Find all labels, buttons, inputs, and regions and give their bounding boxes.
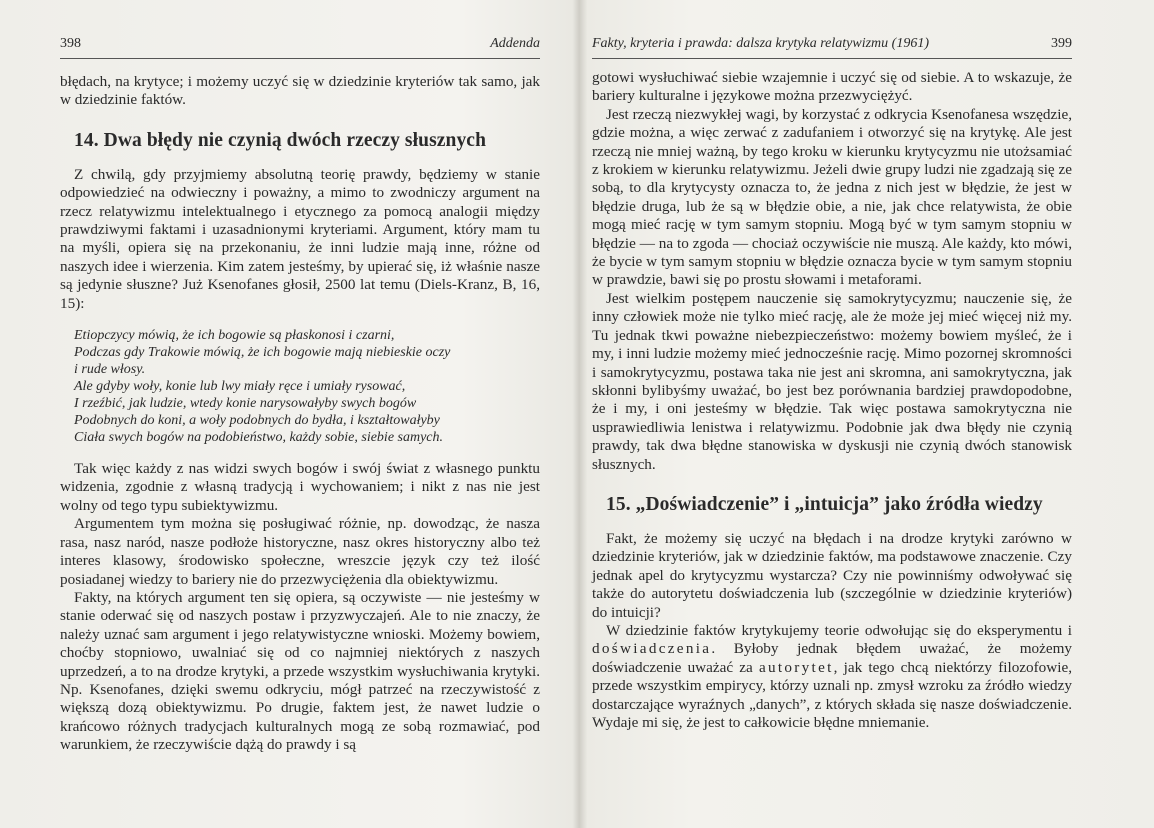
paragraph: Jest wielkim postępem nauczenie się samokrytycyzmu; nauczenie się, że inny człowiek może nie tylko mieć rację, ale że może jej mieć więcej niż my. Tu jednak tkwi poważne niebezpieczeństwo: możemy bowiem myśleć, że i my, i inni ludzie możemy mieć jednocześnie rację. Mimo pozornej skromności i samokrytycyzmu, postawa taka nie jest ani skromna, ani samokrytyczna, jak skłonni bylibyśmy uważać, bo jest bez porównania bardziej prawdopodobne, że i my, i oni jesteśmy w błędzie. Tak więc postawa samokrytyczna nie usprawiedliwia lenistwa i relatywizmu. Podobnie jak dwa błędy nie czynią prawdy, tak dwa błędne stanowiska w dyskusji nie czynią dwóch stanowisk słusznych. bbox=[592, 289, 1072, 473]
section-heading: 15. „Doświadczenie” i „intuicja” jako źródła wiedzy bbox=[606, 493, 1043, 515]
verse-line: Etiopczycy mówią, że ich bogowie są płaskonosi i czarni, bbox=[74, 328, 395, 344]
page-number: 398 bbox=[60, 36, 81, 51]
paragraph: Tak więc każdy z nas widzi swych bogów i swój świat z własnego punktu widzenia, zgodnie z własną tradycją i wychowaniem; i nikt z nas nie jest wolny od tego typu subiektywizmu. bbox=[60, 460, 540, 514]
verse-line: Ciała swych bogów na podobieństwo, każdy sobie, siebie samych. bbox=[74, 430, 444, 446]
verse-line: i rude włosy. bbox=[74, 362, 146, 378]
spaced-emphasis: autorytet bbox=[758, 658, 834, 676]
paragraph: Jest rzeczą niezwykłej wagi, by korzystać z odkrycia Ksenofanesa wszędzie, gdzie można, a więc zerwać z zadufaniem i otworzyć się na krytykę. Ale jest rzeczą nie mniej ważną, by tego kroku w kierunku krytycyzmu nie utożsamiać z krokiem w kierunku relatywizmu. Jeżeli dwie grupy ludzi nie zgadzają się ze sobą, to dla krytycysty oznacza to, że jedna z nich jest w błędzie, że jest w błędzie druga, lub że są w błędzie obie, a nie, jak chce relatywista, że obie mogą mieć rację w tym samym stopniu. Mogą być w tym samym stopniu w błędzie — na to zgoda — chociaż oczywiście nie muszą. Ale każdy, kto mówi, że bycie w tym samym stopniu w błędzie oznacza bycie w tym samym stopniu w prawdzie, bawi się po prostu słowami i metaforami. bbox=[592, 105, 1072, 289]
text-run: W dziedzinie faktów krytykujemy teorie odwołując się do eksperymentu i bbox=[606, 621, 1072, 639]
paragraph: Fakty, na których argument ten się opiera, są oczywiste — nie jesteśmy w stanie oderwać się od naszych postaw i przyzwyczajeń. Ale to nie znaczy, że należy uznać sam argument i jego relatywistyczne wnioski. Możemy bowiem, choćby stopniowo, uwalniać się od co najmniej niektórych z naszych uprzedzeń, a to na drodze krytyki, a przede wszystkim wysłuchiwania krytyki. Np. Ksenofanes, dzięki swemu odkryciu, mógł patrzeć na rzeczywistość z większą dozą obiektywizmu. Po drugie, faktem jest, że nawet ludzie o krańcowo różnych tradycjach kulturalnych mogą ze sobą rozmawiać, pod warunkiem, że rzeczywiście dążą do prawdy i są bbox=[60, 588, 540, 754]
paragraph: Z chwilą, gdy przyjmiemy absolutną teorię prawdy, będziemy w stanie odpowiedzieć na odwieczny i poważny, a mimo to zwodniczy argument na rzecz relatywizmu intelektualnego i etycznego za pomocą analogii między prawdziwymi faktami i uzasadnionymi kryteriami. Argument, który mam tu na myśli, opiera się na przekonaniu, że inni ludzie mają inne, różne od naszych idee i wierzenia. Kim zatem jesteśmy, by upierać się, iż właśnie nasze są jedynie słuszne? Już Ksenofanes głosił, 2500 lat temu (Diels-Kranz, B, 16, 15): bbox=[60, 165, 540, 312]
running-title: Addenda bbox=[490, 36, 540, 51]
section-heading: 14. Dwa błędy nie czynią dwóch rzeczy słusznych bbox=[74, 129, 487, 151]
verse-line: Podobnych do koni, a woły podobnych do bydła, i kształtowałyby bbox=[74, 413, 440, 429]
right-page bbox=[580, 0, 1154, 828]
verse-quote bbox=[74, 327, 540, 446]
text-run: . Byłoby jednak błędem uważać, że możemy doświadczenie uważać za bbox=[592, 640, 1072, 676]
paragraph: gotowi wysłuchiwać siebie wzajemnie i uczyć się od siebie. A to wskazuje, że bariery kulturalne i językowe można przezwyciężyć. bbox=[592, 69, 1072, 105]
paragraph-intro: błędach, na krytyce; i możemy uczyć się w dziedzinie kryteriów tak samo, jak w dziedzinie faktów. bbox=[60, 73, 540, 109]
running-header bbox=[592, 36, 1072, 59]
paragraph: Fakt, że możemy się uczyć na błędach i na drodze krytyki zarówno w dziedzinie kryteriów, jak w dziedzinie faktów, ma podstawowe znaczenie. Czy jednak apel do krytycyzmu wystarcza? Czy nie powinniśmy odwoływać się także do autorytetu doświadczenia lub (szczególnie w dziedzinie kryteriów) do intuicji? bbox=[592, 529, 1072, 621]
spaced-emphasis: doświadczenia bbox=[592, 640, 712, 658]
page-number: 399 bbox=[1051, 36, 1072, 51]
left-page bbox=[0, 0, 574, 828]
verse-line: Ale gdyby woły, konie lub lwy miały ręce i umiały rysować, bbox=[74, 379, 406, 395]
text-run: , jak tego chcą niektórzy filozofowie, przede wszystkim empirycy, którzy uznali np. zmysł wzroku za źródło wiedzy dostarczające wyraźnych „danych”, z których składa się nasze doświadczenie. Wydaje mi się, że jest to całkowicie błędne mniemanie. bbox=[592, 658, 1073, 731]
running-title: Fakty, kryteria i prawda: dalsza krytyka relatywizmu (1961) bbox=[592, 36, 929, 51]
verse-line: Podczas gdy Trakowie mówią, że ich bogowie mają niebieskie oczy bbox=[74, 345, 451, 361]
running-header bbox=[60, 36, 540, 59]
paragraph bbox=[592, 622, 1072, 732]
verse-line: I rzeźbić, jak ludzie, wtedy konie narysowałyby swych bogów bbox=[74, 396, 417, 412]
paragraph: Argumentem tym można się posługiwać różnie, np. dowodząc, że nasza rasa, nasz naród, nasze podłoże historyczne, nasz okres historyczny albo też interes klasowy, środowisko społeczne, wreszcie język czy też ilość posiadanej wiedzy to bariery nie do przezwyciężenia dla obiektywizmu. bbox=[60, 515, 540, 588]
